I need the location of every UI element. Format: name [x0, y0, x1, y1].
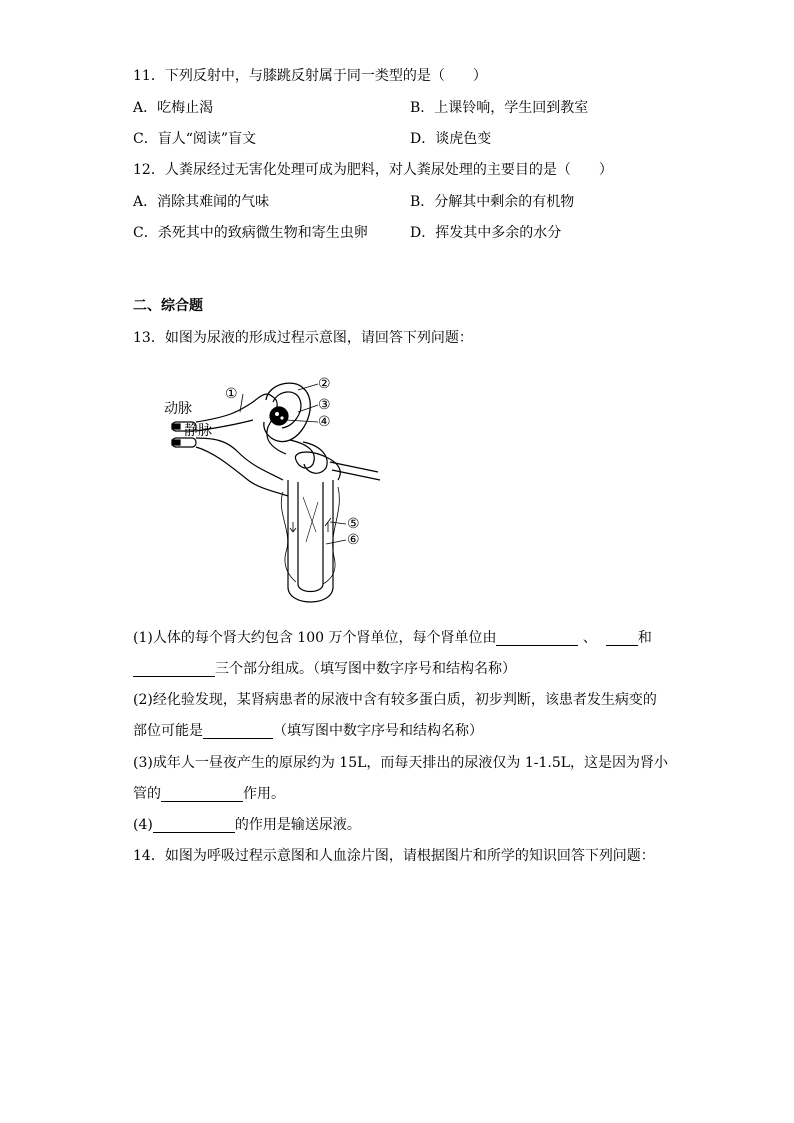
- section-title: 二、综合题: [133, 298, 203, 314]
- q11-option-c: C．盲人“阅读”盲文: [133, 131, 257, 147]
- answer-blank[interactable]: [203, 724, 273, 739]
- q12-option-c: C．杀死其中的致病微生物和寄生虫卵: [133, 225, 368, 241]
- answer-blank[interactable]: [496, 631, 578, 646]
- label-num5: ⑤: [347, 516, 360, 532]
- q13-part3-line2: 管的 作用。: [133, 786, 285, 802]
- q12-stem: 12．人粪尿经过无害化处理可成为肥料，对人粪尿处理的主要目的是（ ）: [133, 162, 613, 178]
- q13-part1-line1: (1)人体的每个肾大约包含 100 万个肾单位，每个肾单位由 、 和: [133, 630, 652, 646]
- label-num2: ②: [318, 376, 331, 392]
- q13-part1-line2: 三个部分组成。（填写图中数字序号和结构名称）: [133, 661, 516, 677]
- answer-blank[interactable]: [606, 631, 638, 646]
- q11-option-b: B．上课铃响，学生回到教室: [410, 100, 589, 116]
- label-num3: ③: [318, 397, 331, 413]
- label-num1: ①: [225, 386, 238, 402]
- q11-option-a: A．吃梅止渴: [133, 100, 214, 116]
- q13-part2-line2: 部位可能是 （填写图中数字序号和结构名称）: [133, 723, 483, 739]
- answer-blank[interactable]: [133, 662, 215, 677]
- q11-stem: 11．下列反射中，与膝跳反射属于同一类型的是（ ）: [133, 68, 487, 84]
- q12-option-a: A．消除其难闻的气味: [133, 194, 270, 210]
- label-num6: ⑥: [347, 532, 360, 548]
- answer-blank[interactable]: [161, 787, 243, 802]
- label-num4: ④: [318, 414, 331, 430]
- answer-blank[interactable]: [153, 818, 235, 833]
- q13-part4: (4) 的作用是输送尿液。: [133, 817, 361, 833]
- glomerulus: [270, 407, 288, 425]
- q14-stem: 14．如图为呼吸过程示意图和人血涂片图，请根据图片和所学的知识回答下列问题：: [133, 848, 655, 864]
- q12-option-b: B．分解其中剩余的有机物: [410, 194, 575, 210]
- label-vein: 静脉: [184, 423, 212, 439]
- nephron-diagram: [158, 372, 388, 612]
- loop-of-henle: [288, 480, 333, 602]
- label-artery: 动脉: [164, 401, 192, 417]
- q13-part2-line1: (2)经化验发现，某肾病患者的尿液中含有较多蛋白质，初步判断，该患者发生病变的: [133, 692, 657, 708]
- q13-part3-line1: (3)成年人一昼夜产生的原尿约为 15L，而每天排出的尿液仅为 1-1.5L，这是因为肾小: [133, 755, 669, 771]
- q12-option-d: D．挥发其中多余的水分: [410, 225, 562, 241]
- q13-stem: 13．如图为尿液的形成过程示意图，请回答下列问题：: [133, 330, 473, 346]
- q11-option-d: D．谈虎色变: [410, 131, 492, 147]
